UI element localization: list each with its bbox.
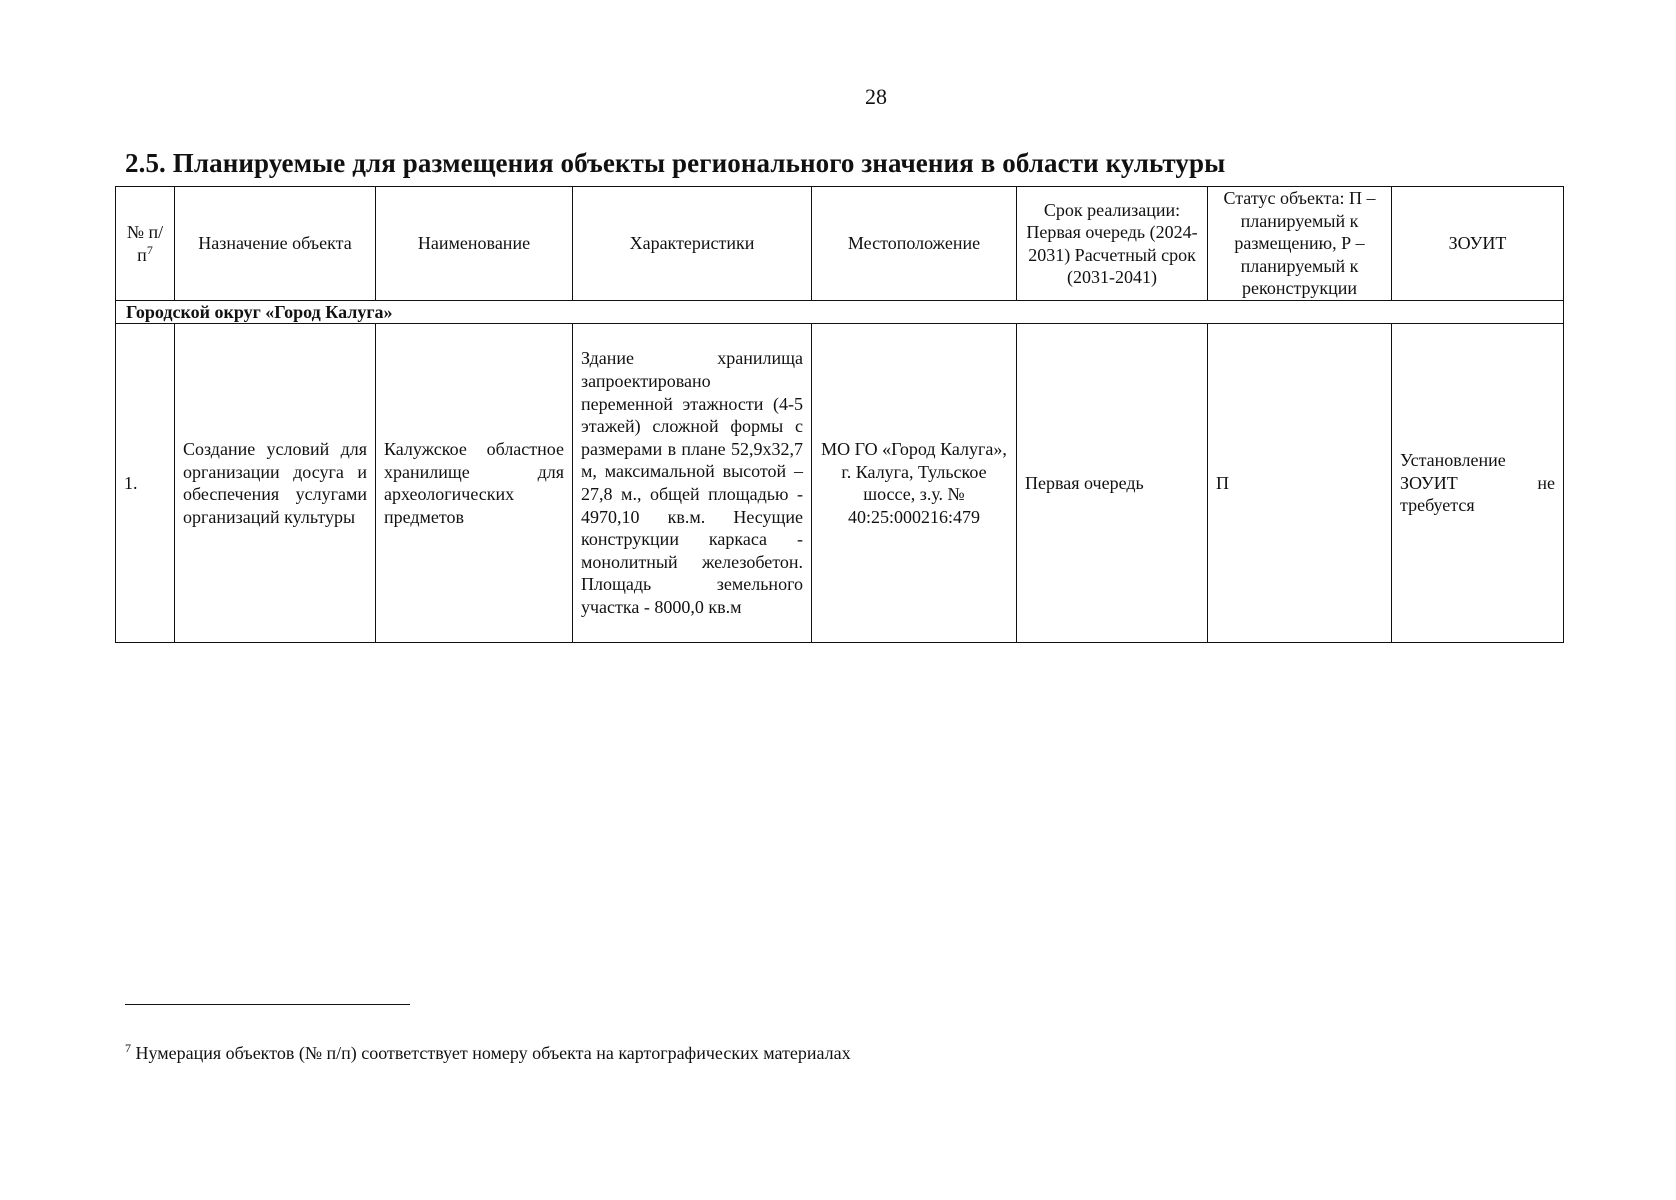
header-term: Срок реализации: Первая очередь (2024-2031) Расчетный срок (2031-2041) (1017, 187, 1208, 301)
header-name: Наименование (376, 187, 573, 301)
cell-location: МО ГО «Город Калуга», г. Калуга, Тульское шоссе, з.у. № 40:25:000216:479 (812, 324, 1017, 643)
table-header-row (116, 187, 1564, 301)
table-row (116, 324, 1564, 643)
header-location: Местоположение (812, 187, 1017, 301)
header-purpose: Назначение объекта (175, 187, 376, 301)
footnote-ref: 7 (146, 242, 153, 257)
header-zouit: ЗОУИТ (1392, 187, 1564, 301)
header-characteristics: Характеристики (573, 187, 812, 301)
group-name: Городской округ «Город Калуга» (116, 301, 1564, 324)
header-no-label: № п/п (126, 222, 164, 265)
cell-term: Первая очередь (1017, 324, 1208, 643)
footnote-text: Нумерация объектов (№ п/п) соответствует номеру объекта на картографических материалах (135, 1043, 851, 1063)
header-status: Статус объекта: П – планируемый к размещению, Р – планируемый к реконструкции (1208, 187, 1392, 301)
cell-status: П (1208, 324, 1392, 643)
cell-purpose: Создание условий для организации досуга и обеспечения услугами организаций культуры (175, 324, 376, 643)
objects-table (115, 186, 1564, 643)
group-row (116, 301, 1564, 324)
section-title: 2.5. Планируемые для размещения объекты регионального значения в области культуры (125, 148, 1226, 178)
cell-characteristics: Здание хранилища запроектировано переменной этажности (4-5 этажей) сложной формы с размерами в плане 52,9х32,7 м, максимальной высотой – 27,8 м., общей площадью - 4970,10 кв.м. Несущие конструкции каркаса - монолитный железобетон. Площадь земельного участка - 8000,0 кв.м (573, 324, 812, 643)
footnote-mark: 7 (125, 1041, 131, 1055)
cell-name: Калужское областное хранилище для археологических предметов (376, 324, 573, 643)
cell-zouit: Установление ЗОУИТ не требуется (1392, 324, 1564, 643)
cell-no: 1. (116, 324, 175, 643)
footnote (125, 1043, 851, 1064)
footnote-divider (125, 1004, 410, 1005)
header-no (116, 187, 175, 301)
page-number: 28 (865, 84, 887, 109)
